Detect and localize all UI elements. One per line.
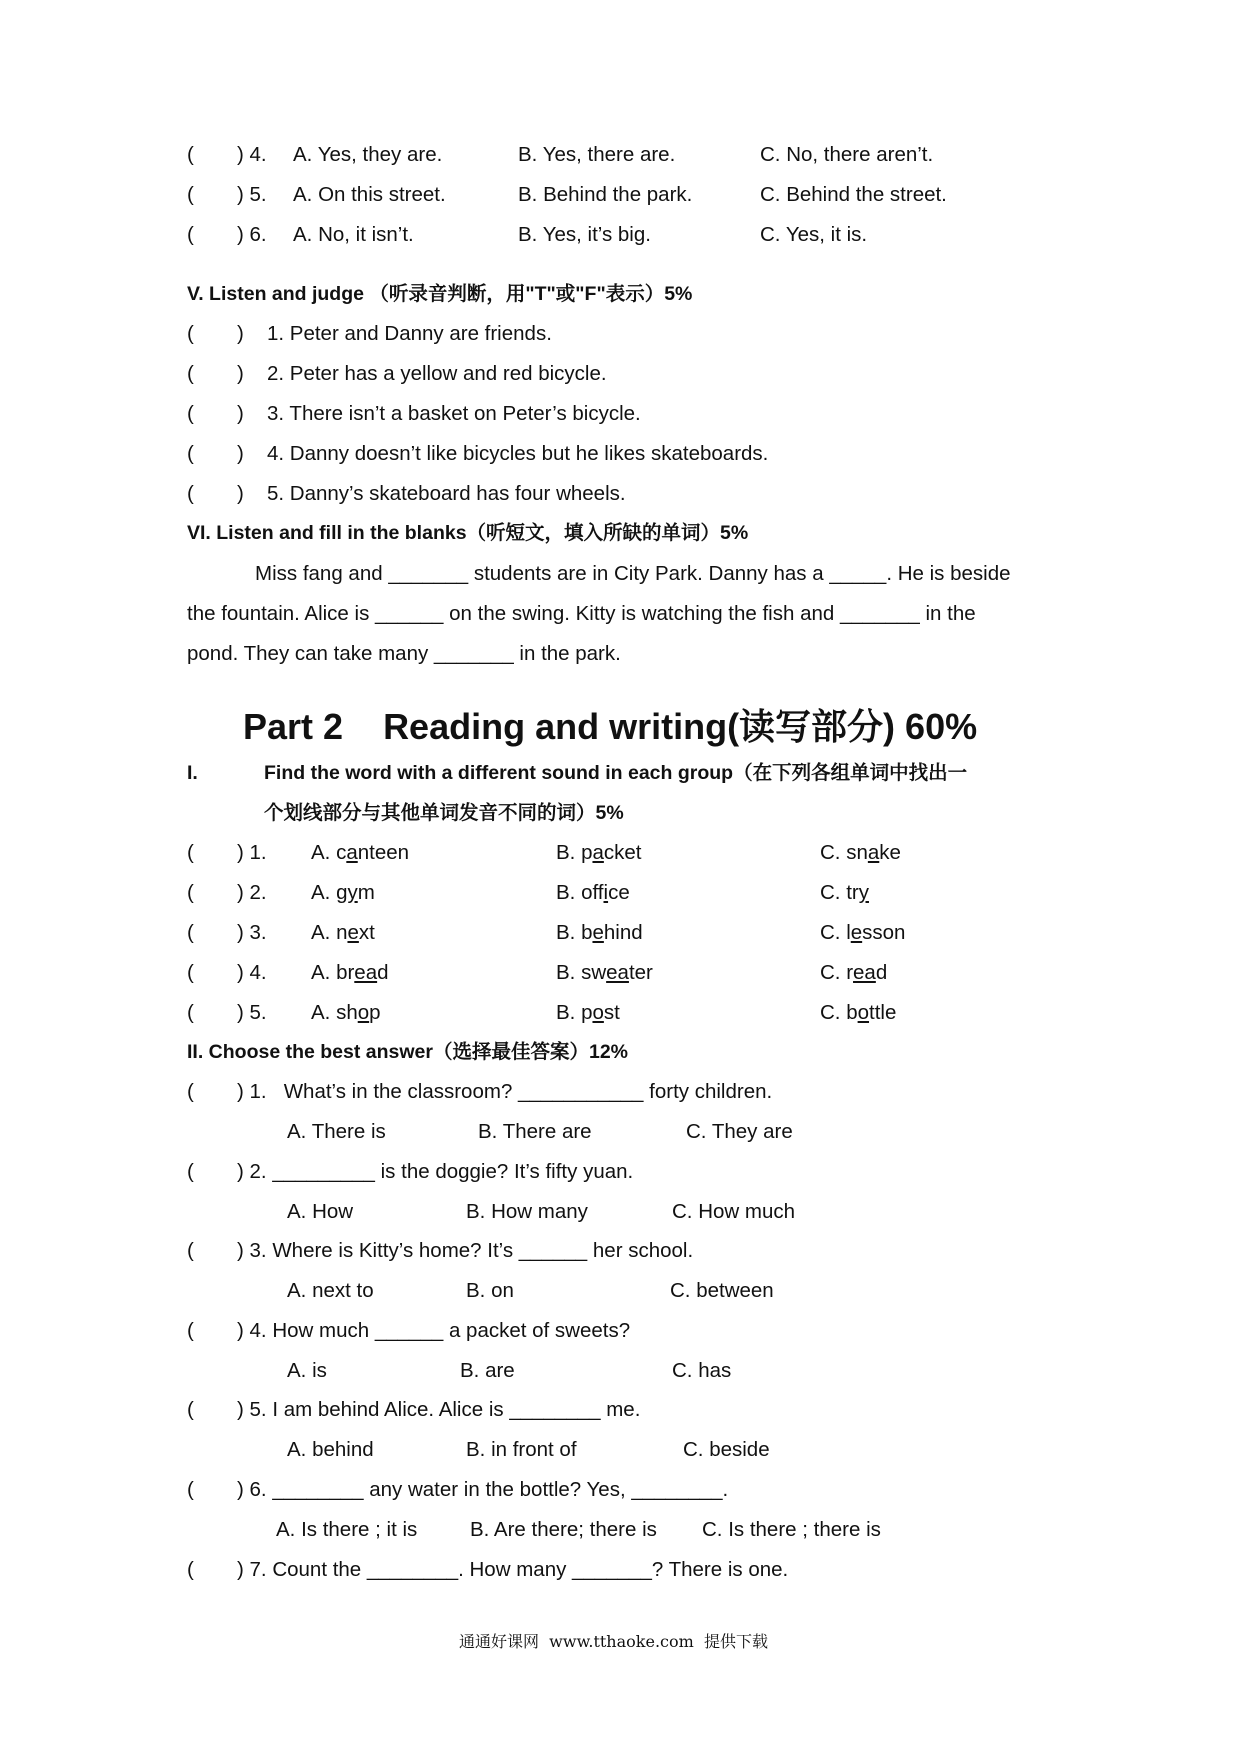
- answer-paren-close: ): [237, 362, 244, 385]
- section-i-heading-line-2: 个划线部分与其他单词发音不同的词）5%: [264, 802, 624, 824]
- option-b: B. Yes, it’s big.: [518, 223, 651, 246]
- option-a: A. behind: [287, 1438, 374, 1461]
- part-2-title: Part 2 Reading and writing(读写部分) 60%: [243, 706, 978, 747]
- question-number: ) 1.: [237, 841, 267, 864]
- option-c: C. Yes, it is.: [760, 223, 868, 246]
- option-b: B. behind: [556, 921, 643, 944]
- option-b: B. post: [556, 1001, 620, 1024]
- option-a: A. How: [287, 1200, 354, 1223]
- option-a: A. next: [311, 921, 375, 944]
- option-c: C. Behind the street.: [760, 183, 947, 206]
- statement-text: 5. Danny’s skateboard has four wheels.: [267, 482, 626, 505]
- answer-paren: (: [187, 881, 194, 904]
- answer-paren: (: [187, 1319, 194, 1342]
- question-number: ) 5.: [237, 1001, 267, 1024]
- option-b: B. are: [460, 1359, 515, 1382]
- option-b: B. packet: [556, 841, 642, 864]
- question-text: ) 4. How much ______ a packet of sweets?: [237, 1319, 631, 1342]
- option-c: C. try: [820, 881, 869, 904]
- answer-paren: (: [187, 402, 194, 425]
- answer-paren: (: [187, 442, 194, 465]
- option-b: B. office: [556, 881, 630, 904]
- option-a: A. There is: [287, 1120, 386, 1143]
- option-a: A. Is there ; it is: [276, 1518, 418, 1541]
- answer-paren: (: [187, 961, 194, 984]
- option-a: A. bread: [311, 961, 389, 984]
- passage-line-2: the fountain. Alice is ______ on the swing. Kitty is watching the fish and _______ in the: [187, 602, 976, 625]
- section-v-heading: V. Listen and judge （听录音判断，用"T"或"F"表示）5%: [187, 283, 693, 305]
- page-footer: 通通好课网 www.tthaoke.com 提供下载: [459, 1632, 768, 1651]
- answer-paren: (: [187, 1001, 194, 1024]
- option-b: B. Are there; there is: [470, 1518, 657, 1541]
- option-b: B. Yes, there are.: [518, 143, 676, 166]
- passage-line-1: Miss fang and _______ students are in City Park. Danny has a _____. He is beside: [255, 562, 1011, 585]
- passage-line-3: pond. They can take many _______ in the park.: [187, 642, 621, 665]
- option-a: A. shop: [311, 1001, 381, 1024]
- option-b: B. sweater: [556, 961, 653, 984]
- question-text: ) 3. Where is Kitty’s home? It’s ______ her school.: [237, 1239, 694, 1262]
- option-a: A. canteen: [311, 841, 410, 864]
- statement-text: 4. Danny doesn’t like bicycles but he likes skateboards.: [267, 442, 769, 465]
- answer-paren: (: [187, 1398, 194, 1421]
- option-c: C. has: [672, 1359, 732, 1382]
- answer-paren: (: [187, 1080, 194, 1103]
- section-i-heading-line-1: Find the word with a different sound in each group（在下列各组单词中找出一: [264, 762, 968, 784]
- option-c: C. between: [670, 1279, 774, 1302]
- option-c: C. lesson: [820, 921, 906, 944]
- question-text: ) 1. What’s in the classroom? ___________ forty children.: [237, 1080, 773, 1103]
- question-number: ) 2.: [237, 881, 267, 904]
- question-number: ) 6.: [237, 223, 267, 246]
- answer-paren: (: [187, 143, 194, 166]
- question-text: ) 7. Count the ________. How many _______? There is one.: [237, 1558, 789, 1581]
- answer-paren: (: [187, 362, 194, 385]
- option-c: C. snake: [820, 841, 901, 864]
- option-c: C. bottle: [820, 1001, 897, 1024]
- question-number: ) 4.: [237, 961, 267, 984]
- option-b: B. How many: [466, 1200, 588, 1223]
- option-c: C. They are: [686, 1120, 793, 1143]
- statement-text: 2. Peter has a yellow and red bicycle.: [267, 362, 607, 385]
- option-b: B. in front of: [466, 1438, 577, 1461]
- answer-paren: (: [187, 482, 194, 505]
- option-c: C. Is there ; there is: [702, 1518, 881, 1541]
- answer-paren: (: [187, 1558, 194, 1581]
- section-ii-heading: II. Choose the best answer（选择最佳答案）12%: [187, 1041, 629, 1063]
- option-c: C. No, there aren’t.: [760, 143, 934, 166]
- answer-paren-close: ): [237, 322, 244, 345]
- section-vi-heading: VI. Listen and fill in the blanks（听短文，填入所缺的单词）5%: [187, 522, 749, 544]
- option-a: A. next to: [287, 1279, 374, 1302]
- question-number: ) 5.: [237, 183, 267, 206]
- statement-text: 3. There isn’t a basket on Peter’s bicycle.: [267, 402, 641, 425]
- option-b: B. on: [466, 1279, 514, 1302]
- question-number: ) 3.: [237, 921, 267, 944]
- question-text: ) 2. _________ is the doggie? It’s fifty yuan.: [237, 1160, 634, 1183]
- section-i-numeral: I.: [187, 762, 198, 784]
- answer-paren: (: [187, 841, 194, 864]
- answer-paren: (: [187, 183, 194, 206]
- answer-paren: (: [187, 322, 194, 345]
- option-a: A. No, it isn’t.: [293, 223, 414, 246]
- option-c: C. beside: [683, 1438, 770, 1461]
- option-a: A. On this street.: [293, 183, 446, 206]
- statement-text: 1. Peter and Danny are friends.: [267, 322, 552, 345]
- option-a: A. is: [287, 1359, 327, 1382]
- question-text: ) 6. ________ any water in the bottle? Yes, ________.: [237, 1478, 729, 1501]
- question-number: ) 4.: [237, 143, 267, 166]
- option-b: B. There are: [478, 1120, 592, 1143]
- answer-paren: (: [187, 223, 194, 246]
- answer-paren: (: [187, 1160, 194, 1183]
- answer-paren: (: [187, 1239, 194, 1262]
- question-text: ) 5. I am behind Alice. Alice is ________ me.: [237, 1398, 641, 1421]
- option-b: B. Behind the park.: [518, 183, 693, 206]
- answer-paren: (: [187, 921, 194, 944]
- option-c: C. read: [820, 961, 888, 984]
- option-a: A. gym: [311, 881, 375, 904]
- answer-paren: (: [187, 1478, 194, 1501]
- option-c: C. How much: [672, 1200, 796, 1223]
- answer-paren-close: ): [237, 482, 244, 505]
- option-a: A. Yes, they are.: [293, 143, 443, 166]
- answer-paren-close: ): [237, 442, 244, 465]
- answer-paren-close: ): [237, 402, 244, 425]
